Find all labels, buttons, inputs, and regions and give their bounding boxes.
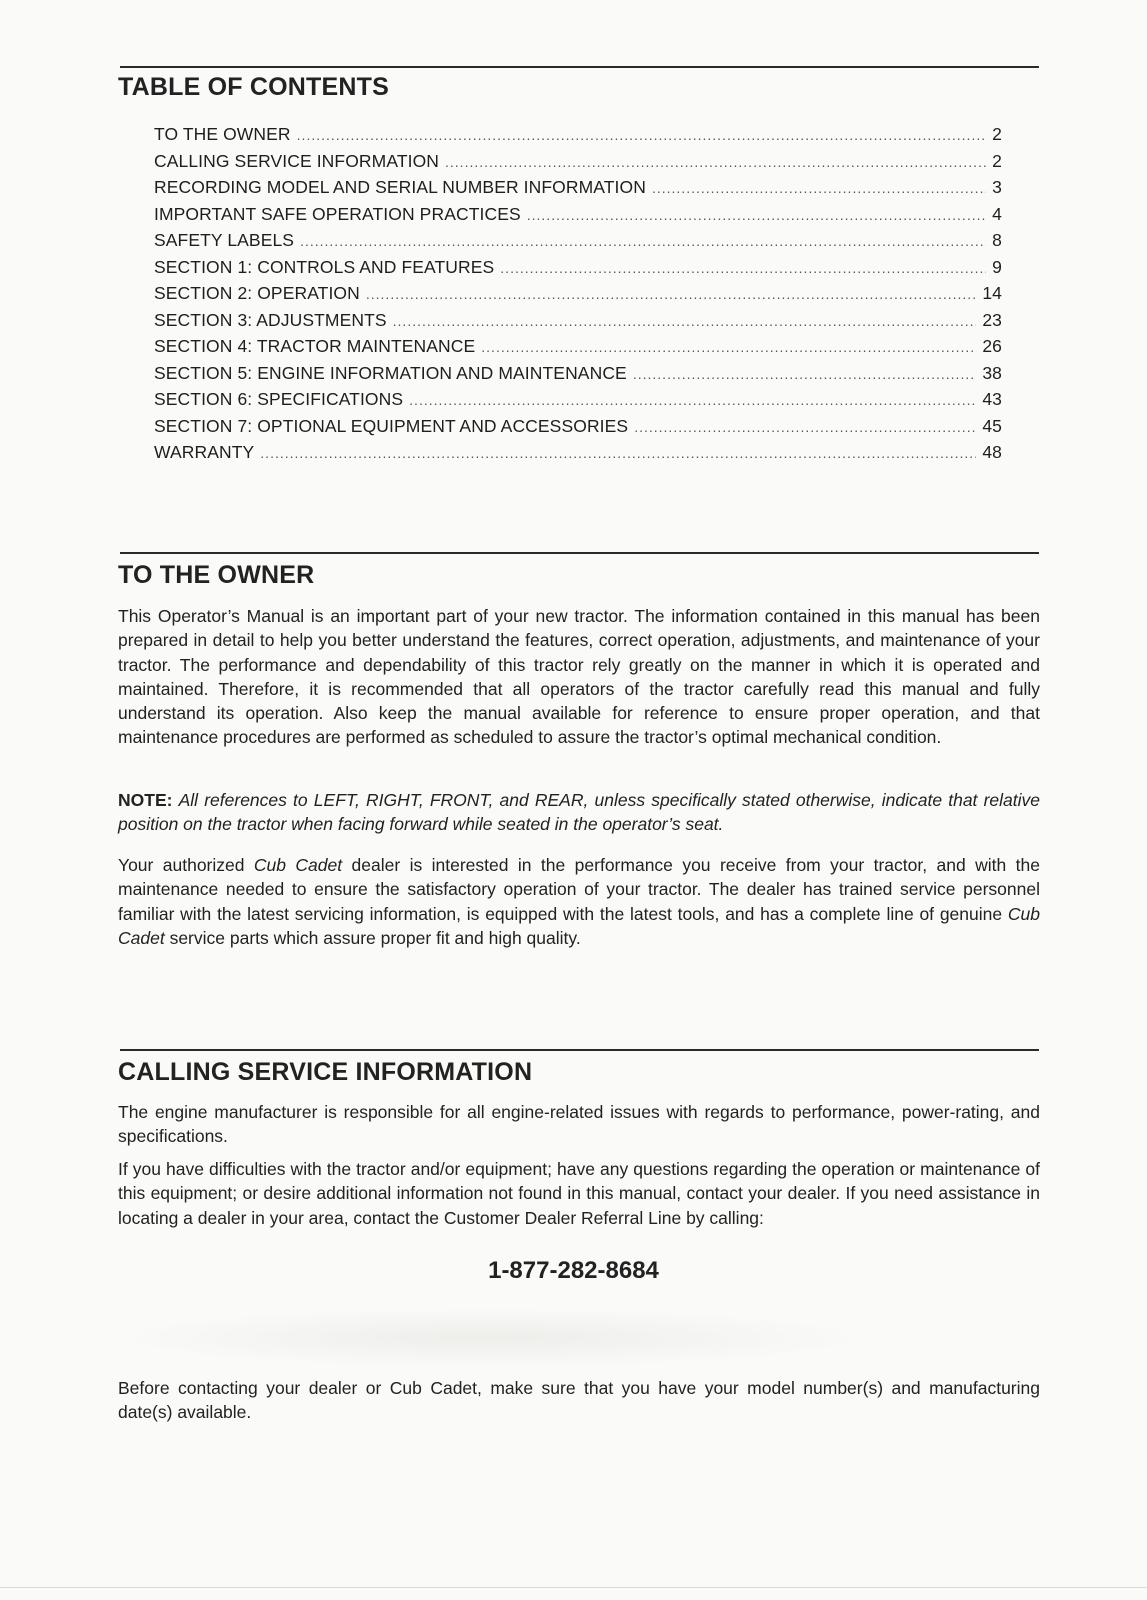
note-text: All references to LEFT, RIGHT, FRONT, and REAR, unless specifically stated otherwise, indicate that relative position on the tractor when facing forward while seated in the operator’s seat. (118, 790, 1040, 835)
toc-entry-page: 8 (992, 230, 1002, 250)
toc-leader-dots (260, 442, 976, 463)
owner-paragraph-dealer (118, 853, 1040, 950)
toc-entry-title: SECTION 4: TRACTOR MAINTENANCE (154, 336, 476, 356)
toc-entry-title: IMPORTANT SAFE OPERATION PRACTICES (154, 203, 521, 224)
toc-list (154, 124, 1002, 469)
toc-entry[interactable] (154, 336, 1002, 363)
service-paragraph-engine: The engine manufacturer is responsible for all engine-related issues with regards to performance, power-rating, and specifications. (118, 1102, 1040, 1147)
toc-entry[interactable] (154, 204, 1002, 231)
toc-entry-title: TO THE OWNER (154, 124, 291, 144)
toc-entry[interactable] (154, 230, 1002, 257)
toc-entry-title: SECTION 3: ADJUSTMENTS (154, 309, 387, 330)
toc-entry-title: SECTION 1: CONTROLS AND FEATURES (154, 256, 495, 277)
owner-heading: TO THE OWNER (118, 561, 315, 589)
toc-entry[interactable] (154, 416, 1002, 443)
toc-entry[interactable] (154, 442, 1002, 469)
owner-top-rule (120, 552, 1039, 554)
toc-entry-title: SECTION 5: ENGINE INFORMATION AND MAINTENANCE (154, 362, 627, 383)
toc-entry-page: 43 (982, 389, 1002, 409)
toc-entry[interactable] (154, 310, 1002, 337)
toc-entry-page: 2 (992, 150, 1002, 171)
service-paragraph-dealer: If you have difficulties with the tractor and/or equipment; have any questions regarding the operation or maintenance of this equipment; or desire additional information not found in this manual, contact your dealer. If you need assistance in locating a dealer in your area, contact the Customer Dealer Referral Line by calling: (118, 1159, 1040, 1228)
toc-entry-page: 14 (982, 283, 1002, 303)
toc-entry-title: SECTION 2: OPERATION (154, 283, 360, 303)
toc-leader-dots (634, 416, 976, 437)
toc-entry-page: 45 (982, 415, 1002, 436)
toc-heading: TABLE OF CONTENTS (118, 73, 389, 101)
toc-entry-page: 2 (992, 124, 1002, 144)
toc-entry[interactable] (154, 124, 1002, 151)
toc-entry[interactable] (154, 151, 1002, 178)
toc-entry[interactable] (154, 363, 1002, 390)
toc-leader-dots (527, 204, 986, 225)
toc-leader-dots (409, 389, 976, 410)
owner-paragraph-intro: This Operator’s Manual is an important part of your new tractor. The information contained in this manual has been prepared in detail to help you better understand the features, correct operation, adjustments, and maintenance of your tractor. The performance and dependability of this tractor rely greatly on the manner in which it is operated and maintained. Therefore, it is recommended that all operators of the tractor carefully read this manual and fully understand its operation. Also keep the manual available for reference to ensure proper operation, and that maintenance procedures are performed as scheduled to assure the tractor’s optimal mechanical condition. (118, 606, 1040, 748)
toc-entry[interactable] (154, 257, 1002, 284)
owner-note (118, 788, 1040, 837)
toc-leader-dots (652, 177, 986, 198)
toc-entry-title: SECTION 7: OPTIONAL EQUIPMENT AND ACCESSORIES (154, 415, 629, 436)
note-label: NOTE: (118, 790, 173, 810)
toc-entry[interactable] (154, 177, 1002, 204)
toc-leader-dots (300, 230, 986, 251)
toc-entry-page: 4 (992, 203, 1002, 224)
toc-entry[interactable] (154, 389, 1002, 416)
dealer-text-part2: dealer is interested in the performance you receive from your tractor, and with the maintenance needed to ensure the satisfactory operation of your tractor. The dealer has trained service personnel familiar with the latest servicing information, is equipped with the latest tools, and has a complete line of genuine (118, 855, 1040, 924)
toc-entry-page: 3 (992, 177, 1002, 197)
toc-entry-title: SAFETY LABELS (154, 230, 295, 250)
toc-leader-dots (445, 151, 986, 172)
toc-entry-page: 9 (992, 256, 1002, 277)
toc-entry-page: 38 (982, 362, 1002, 383)
toc-leader-dots (366, 283, 976, 304)
toc-entry-page: 23 (982, 309, 1002, 330)
dealer-text-part1: Your authorized (118, 855, 254, 875)
toc-leader-dots (500, 257, 986, 278)
toc-entry-title: WARRANTY (154, 442, 255, 462)
toc-leader-dots (633, 363, 976, 384)
toc-leader-dots (297, 124, 986, 145)
brand-name: Cub Cadet (253, 855, 343, 875)
toc-entry-page: 26 (982, 336, 1002, 356)
dealer-text-part3: service parts which assure proper fit and high quality. (164, 927, 581, 948)
service-heading: CALLING SERVICE INFORMATION (118, 1058, 533, 1086)
page-edge (0, 1587, 1147, 1588)
scan-smudge (110, 1308, 870, 1368)
toc-leader-dots (393, 310, 977, 331)
toc-entry-page: 48 (982, 442, 1002, 462)
dealer-referral-phone[interactable]: 1-877-282-8684 (488, 1257, 659, 1284)
toc-entry-title: CALLING SERVICE INFORMATION (154, 150, 440, 171)
toc-entry[interactable] (154, 283, 1002, 310)
service-paragraph-before-contact: Before contacting your dealer or Cub Cadet, make sure that you have your model number(s) and manufacturing date(s) available. (118, 1378, 1040, 1423)
brand-name: Cub Cadet (118, 903, 1040, 948)
toc-leader-dots (481, 336, 976, 357)
toc-entry-title: SECTION 6: SPECIFICATIONS (154, 389, 404, 409)
service-top-rule (120, 1049, 1039, 1051)
toc-entry-title: RECORDING MODEL AND SERIAL NUMBER INFORMATION (154, 177, 646, 197)
toc-top-rule (120, 66, 1039, 68)
